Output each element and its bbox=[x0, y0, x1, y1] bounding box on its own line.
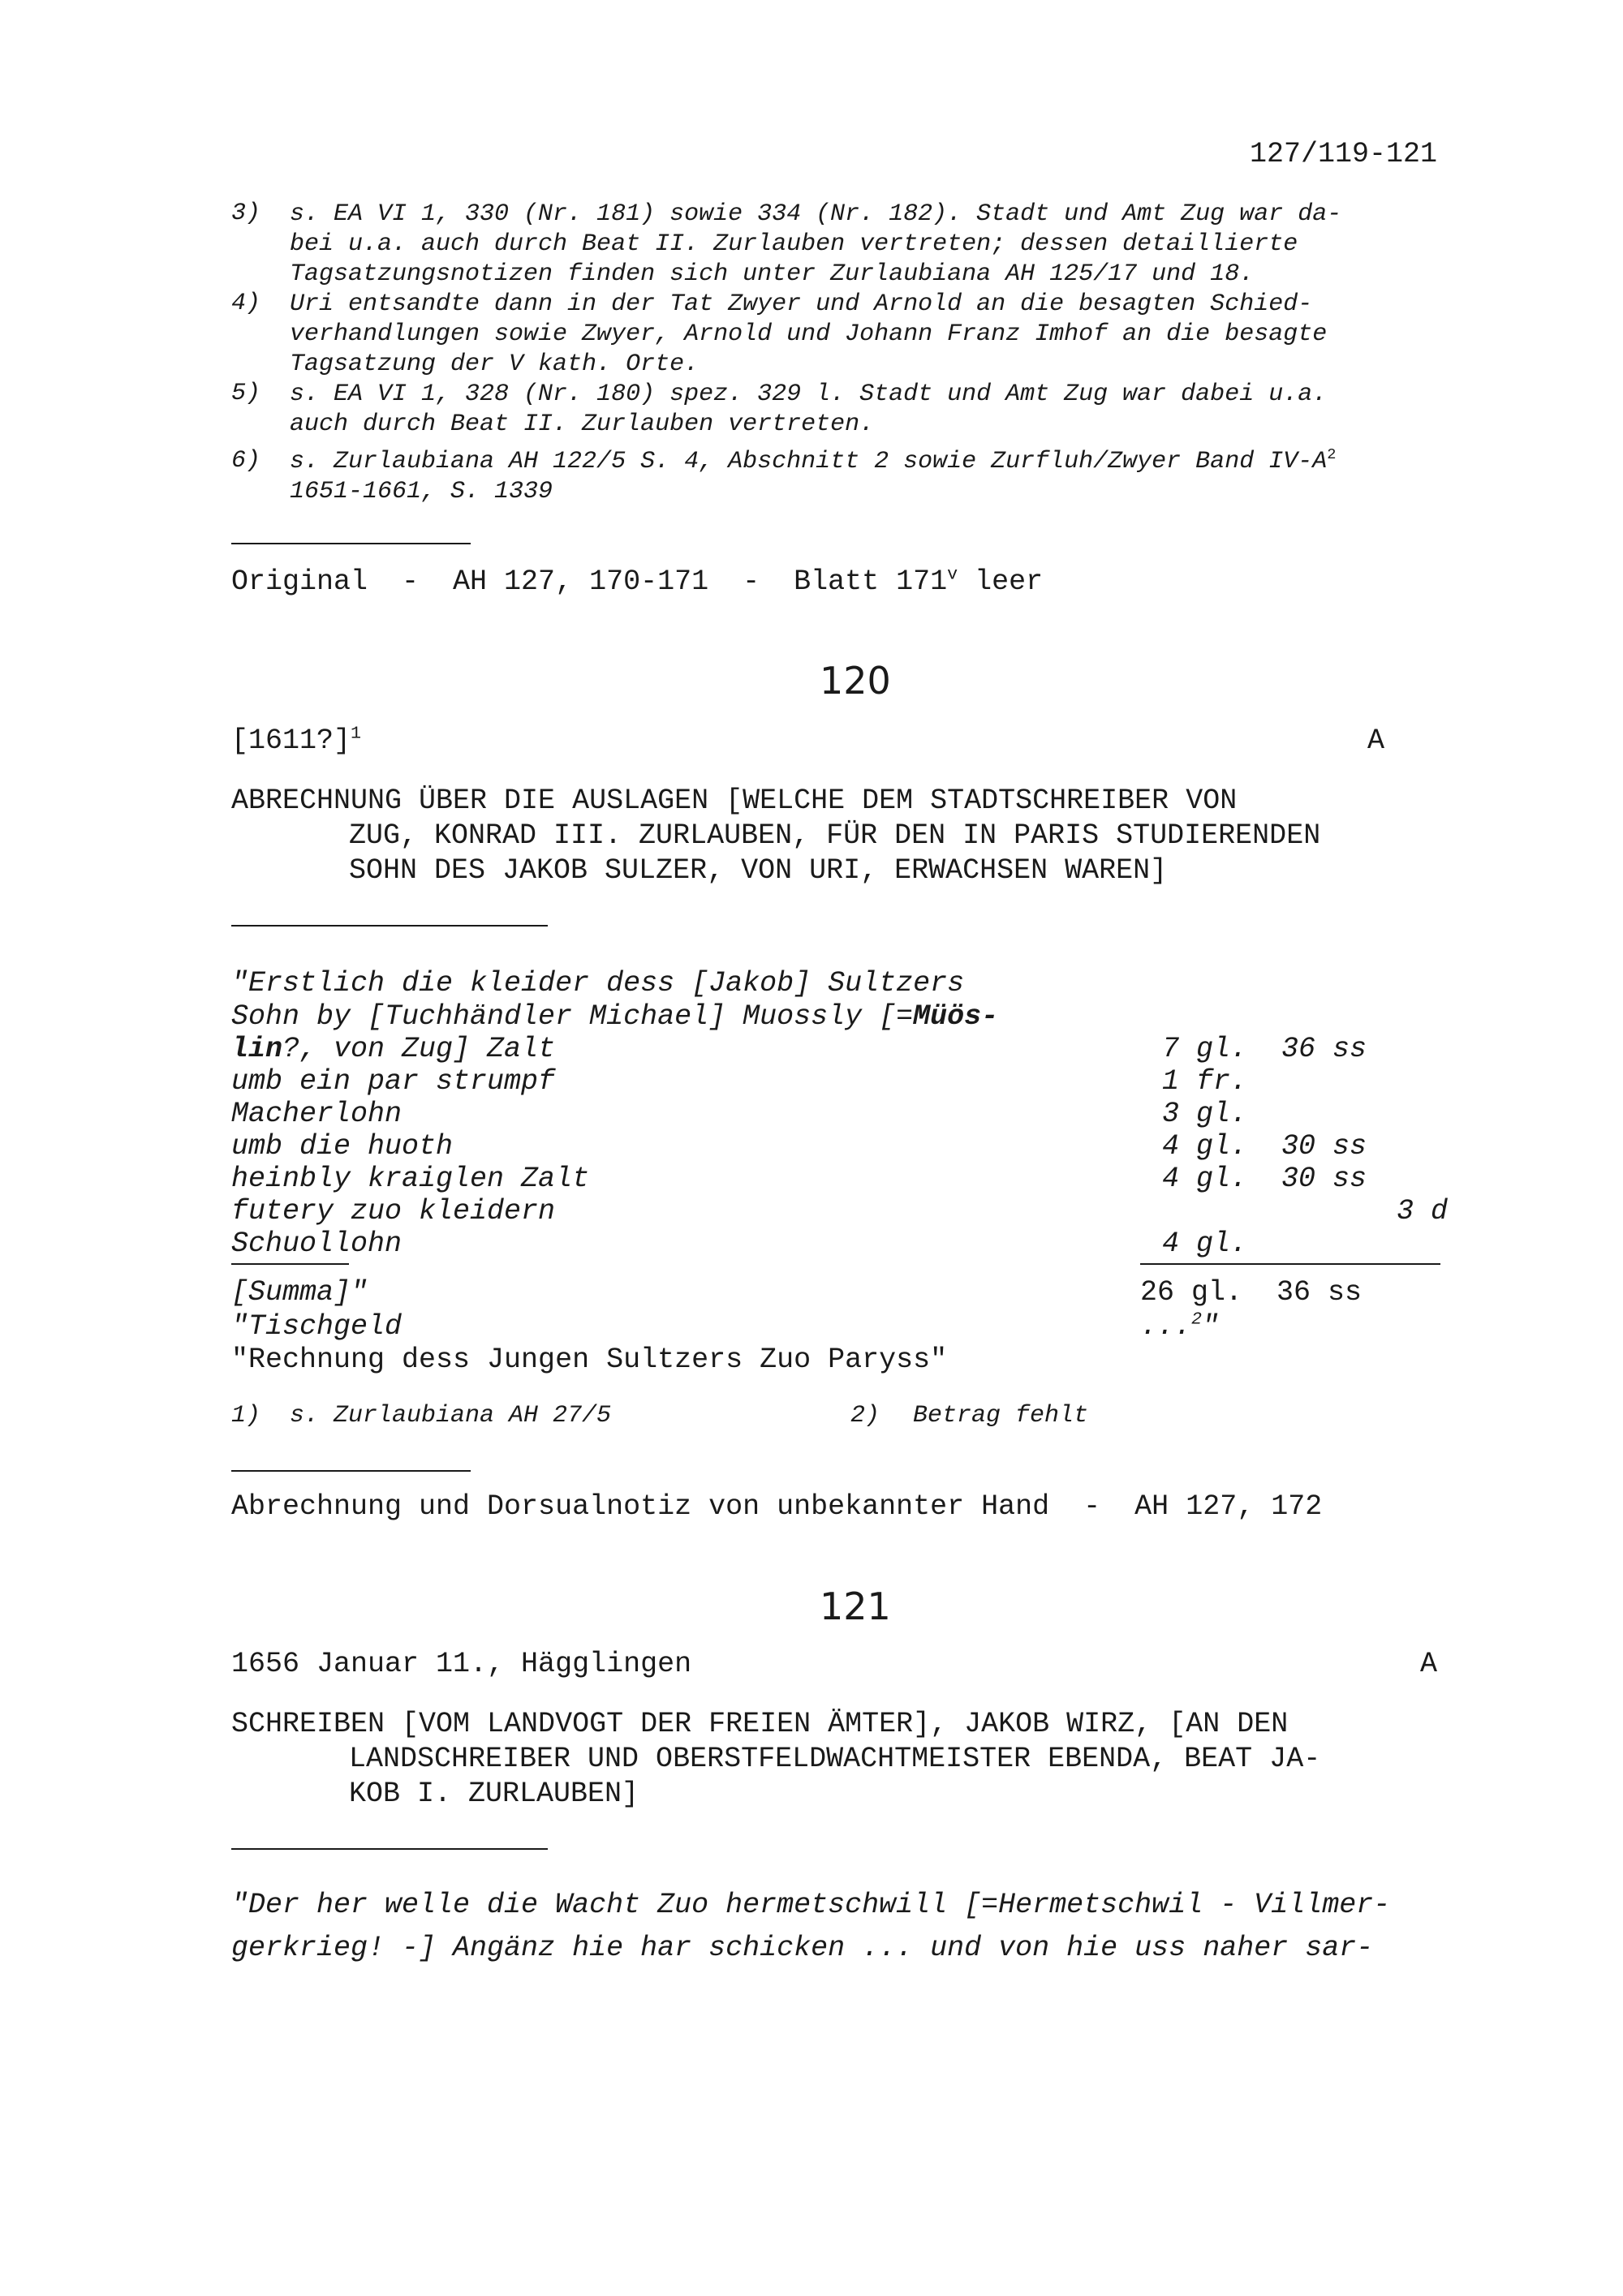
footnote-number: 4) bbox=[231, 290, 261, 317]
footnote-number: 3) bbox=[231, 200, 261, 227]
document-title: SOHN DES JAKOB SULZER, VON URI, ERWACHSEN WAREN] bbox=[349, 854, 1168, 887]
account-amount: 4 gl. 30 ss bbox=[1162, 1130, 1367, 1163]
letter-text: gerkrieg! -] Angänz hie har schicken ... und von hie uss naher sar- bbox=[231, 1932, 1374, 1964]
document-title: ZUG, KONRAD III. ZURLAUBEN, FÜR DEN IN PARIS STUDIERENDEN bbox=[349, 819, 1321, 852]
footnote-number: 5) bbox=[231, 380, 261, 407]
document-title: KOB I. ZURLAUBEN] bbox=[349, 1778, 639, 1810]
source-note: Original - AH 127, 170-171 - Blatt 171$^v$ leer bbox=[231, 564, 1044, 598]
document-number: 120 bbox=[820, 659, 891, 703]
account-amount: 7 gl. 36 ss bbox=[1162, 1033, 1367, 1065]
letter-text: "Der her welle die Wacht Zuo hermetschwill [=Hermetschwil - Villmer- bbox=[231, 1889, 1391, 1921]
account-amount: 3 gl. bbox=[1162, 1098, 1248, 1130]
document-number: 121 bbox=[820, 1584, 891, 1628]
divider bbox=[231, 1470, 471, 1472]
document-date: 1656 Januar 11., Hägglingen bbox=[231, 1648, 692, 1680]
account-item: futery zuo kleidern bbox=[231, 1195, 556, 1228]
divider bbox=[231, 1848, 548, 1850]
document-category: A bbox=[1367, 724, 1385, 757]
document-date: [1611?]$^1$ bbox=[231, 723, 362, 757]
account-item: umb die huoth bbox=[231, 1130, 454, 1163]
tischgeld-amount: ...$^2$" bbox=[1140, 1309, 1220, 1343]
tischgeld-label: "Tischgeld bbox=[231, 1310, 403, 1343]
account-item: Schuollohn bbox=[231, 1228, 403, 1260]
account-amount: 4 gl. bbox=[1162, 1228, 1248, 1260]
account-text: Sohn by [Tuchhändler Michael] Muossly [=Müös- bbox=[231, 1000, 999, 1033]
divider bbox=[231, 543, 471, 544]
summa-amount: 26 gl. 36 ss bbox=[1140, 1276, 1363, 1309]
dorsal-note: "Rechnung dess Jungen Sultzers Zuo Paryss" bbox=[231, 1344, 948, 1376]
page-reference: 127/119-121 bbox=[1250, 138, 1438, 170]
footnote-text: Betrag fehlt bbox=[913, 1402, 1089, 1430]
footnote-text: s. EA VI 1, 330 (Nr. 181) sowie 334 (Nr. 182). Stadt und Amt Zug war da- bei u.a. auch durch Beat II. Zurlauben vertreten; dessen detaillierte Tagsatzungsnotizen finden sich unter Zurlaubiana AH 125/17 und 18. bbox=[290, 200, 1342, 288]
sum-line bbox=[1140, 1263, 1440, 1265]
document-title: SCHREIBEN [VOM LANDVOGT DER FREIEN ÄMTER], JAKOB WIRZ, [AN DEN bbox=[231, 1708, 1289, 1740]
footnote-text: Uri entsandte dann in der Tat Zwyer und Arnold an die besagten Schied- verhandlungen sowie Zwyer, Arnold und Johann Franz Imhof an die besagte Tagsatzung der V kath. Orte. bbox=[290, 290, 1328, 378]
footnote-number: 6) bbox=[231, 447, 261, 475]
footnote-text: s. EA VI 1, 328 (Nr. 180) spez. 329 l. Stadt und Amt Zug war dabei u.a. auch durch Beat II. Zurlauben vertreten. bbox=[290, 381, 1328, 438]
footnote-text: s. Zurlaubiana AH 122/5 S. 4, Abschnitt 2 sowie Zurfluh/Zwyer Band $IV-A^2$ 1651-1661, S. 1339 bbox=[290, 446, 1337, 505]
divider bbox=[231, 1263, 349, 1265]
footnote-number: 1) bbox=[231, 1402, 261, 1430]
document-title: ABRECHNUNG ÜBER DIE AUSLAGEN [WELCHE DEM STADTSCHREIBER VON bbox=[231, 785, 1238, 817]
account-item: umb ein par strumpf bbox=[231, 1065, 556, 1098]
account-amount: 3 d bbox=[1397, 1195, 1449, 1228]
document-title: LANDSCHREIBER UND OBERSTFELDWACHTMEISTER EBENDA, BEAT JA- bbox=[349, 1743, 1321, 1775]
account-amount: 4 gl. 30 ss bbox=[1162, 1163, 1367, 1195]
document-category: A bbox=[1420, 1648, 1438, 1680]
summa-label: [Summa]" bbox=[231, 1276, 368, 1309]
footnote-text: s. Zurlaubiana AH 27/5 bbox=[290, 1402, 612, 1430]
footnote-number: 2) bbox=[850, 1402, 880, 1430]
account-item: heinbly kraiglen Zalt bbox=[231, 1163, 590, 1195]
account-text: "Erstlich die kleider dess [Jakob] Sultzers bbox=[231, 967, 965, 1000]
account-item: Macherlohn bbox=[231, 1098, 403, 1130]
divider bbox=[231, 925, 548, 927]
account-text: lin?, von Zug] Zalt bbox=[231, 1033, 556, 1065]
account-amount: 1 fr. bbox=[1162, 1065, 1248, 1098]
source-note: Abrechnung und Dorsualnotiz von unbekannter Hand - AH 127, 172 bbox=[231, 1490, 1323, 1523]
